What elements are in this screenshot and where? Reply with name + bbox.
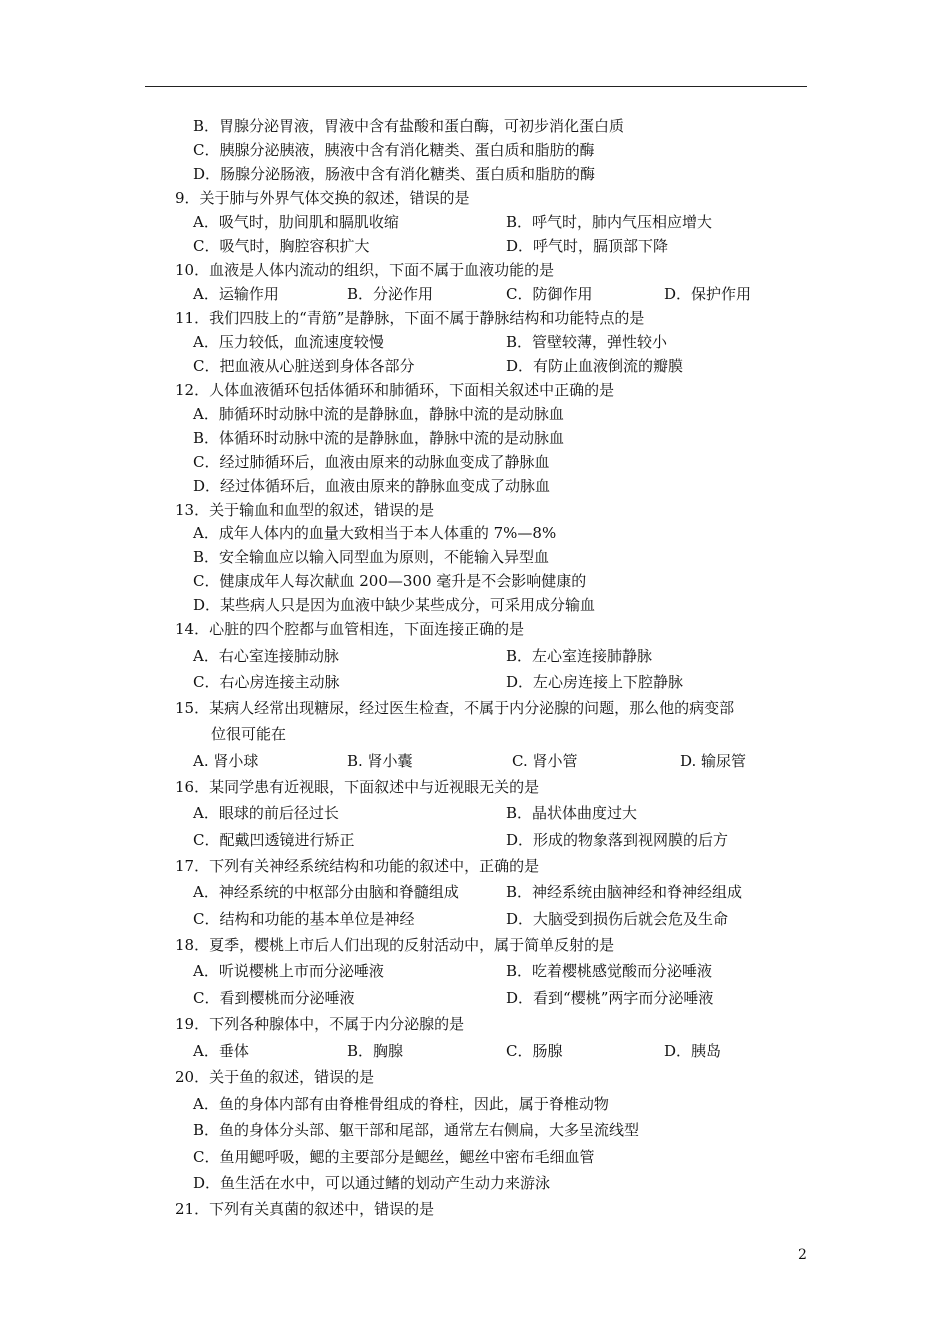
question-12: 12．人体血液循环包括体循环和肺循环，下面相关叙述中正确的是 [175,381,615,399]
q15-option-b: B. 肾小囊 [347,752,413,770]
q17-option-b: B．神经系统由脑神经和脊神经组成 [506,883,743,901]
q11-option-c: C．把血液从心脏送到身体各部分 [193,357,415,375]
q16-option-c: C．配戴凹透镜进行矫正 [193,831,355,849]
question-10: 10．血液是人体内流动的组织，下面不属于血液功能的是 [175,261,555,279]
q19-option-a: A．垂体 [193,1042,249,1060]
q16-option-d: D．形成的物象落到视网膜的后方 [506,831,729,849]
q13-option-c: C．健康成年人每次献血 200—300 毫升是不会影响健康的 [193,572,587,590]
q15-option-a: A. 肾小球 [193,752,259,770]
q10-option-b: B．分泌作用 [347,285,434,303]
q13-option-a: A．成年人体内的血量大致相当于本人体重的 7%—8% [193,524,557,542]
q12-option-b: B．体循环时动脉中流的是静脉血，静脉中流的是动脉血 [193,429,565,447]
q14-option-c: C．右心房连接主动脉 [193,673,340,691]
q15-option-d: D. 输尿管 [680,752,747,770]
q20-option-c: C．鱼用鳃呼吸，鳃的主要部分是鳃丝，鳃丝中密布毛细血管 [193,1148,595,1166]
q18-option-c: C．看到樱桃而分泌唾液 [193,989,355,1007]
q17-option-a: A．神经系统的中枢部分由脑和脊髓组成 [193,883,459,901]
q9-option-c: C．吸气时，胸腔容积扩大 [193,237,370,255]
question-17: 17．下列有关神经系统结构和功能的叙述中，正确的是 [175,857,540,875]
q12-option-a: A．肺循环时动脉中流的是静脉血，静脉中流的是动脉血 [193,405,564,423]
q12-option-c: C．经过肺循环后，血液由原来的动脉血变成了静脉血 [193,453,550,471]
q8-option-b: B．胃腺分泌胃液，胃液中含有盐酸和蛋白酶，可初步消化蛋白质 [193,117,625,135]
question-11: 11．我们四肢上的“青筋”是静脉，下面不属于静脉结构和功能特点的是 [175,309,645,327]
question-15: 15．某病人经常出现糖尿，经过医生检查，不属于内分泌腺的问题，那么他的病变部 [175,699,735,717]
q9-option-b: B．呼气时，肺内气压相应增大 [506,213,713,231]
question-14: 14．心脏的四个腔都与血管相连，下面连接正确的是 [175,620,525,638]
q16-option-b: B．晶状体曲度过大 [506,804,638,822]
header-rule [145,86,807,87]
q18-option-d: D．看到“樱桃”两字而分泌唾液 [506,989,714,1007]
q9-option-a: A．吸气时，肋间肌和膈肌收缩 [193,213,399,231]
page-number: 2 [798,1247,807,1263]
q14-option-a: A．右心室连接肺动脉 [193,647,339,665]
q9-option-d: D．呼气时，膈顶部下降 [506,237,669,255]
q8-option-c: C．胰腺分泌胰液，胰液中含有消化糖类、蛋白质和脂肪的酶 [193,141,595,159]
question-19: 19．下列各种腺体中，不属于内分泌腺的是 [175,1015,465,1033]
q19-option-b: B．胸腺 [347,1042,404,1060]
question-16: 16．某同学患有近视眼，下面叙述中与近视眼无关的是 [175,778,540,796]
question-21: 21．下列有关真菌的叙述中，错误的是 [175,1200,435,1218]
q14-option-d: D．左心房连接上下腔静脉 [506,673,684,691]
question-15-continued: 位很可能在 [211,725,287,743]
q13-option-b: B．安全输血应以输入同型血为原则，不能输入异型血 [193,548,550,566]
q10-option-d: D．保护作用 [664,285,752,303]
question-20: 20．关于鱼的叙述，错误的是 [175,1068,375,1086]
question-18: 18．夏季，樱桃上市后人们出现的反射活动中，属于简单反射的是 [175,936,615,954]
q20-option-b: B．鱼的身体分头部、躯干部和尾部，通常左右侧扁，大多呈流线型 [193,1121,640,1139]
q8-option-d: D．肠腺分泌肠液，肠液中含有消化糖类、蛋白质和脂肪的酶 [193,165,596,183]
q19-option-c: C．肠腺 [506,1042,563,1060]
q11-option-d: D．有防止血液倒流的瓣膜 [506,357,684,375]
q11-option-a: A．压力较低，血流速度较慢 [193,333,384,351]
q11-option-b: B．管壁较薄，弹性较小 [506,333,668,351]
q18-option-b: B．吃着樱桃感觉酸而分泌唾液 [506,962,713,980]
q10-option-c: C．防御作用 [506,285,593,303]
q17-option-d: D．大脑受到损伤后就会危及生命 [506,910,729,928]
q12-option-d: D．经过体循环后，血液由原来的静脉血变成了动脉血 [193,477,551,495]
q20-option-a: A．鱼的身体内部有由脊椎骨组成的脊柱，因此，属于脊椎动物 [193,1095,609,1113]
question-9: 9．关于肺与外界气体交换的叙述，错误的是 [175,189,470,207]
q19-option-d: D．胰岛 [664,1042,722,1060]
q20-option-d: D．鱼生活在水中，可以通过鳍的划动产生动力来游泳 [193,1174,551,1192]
q16-option-a: A．眼球的前后径过长 [193,804,339,822]
question-13: 13．关于输血和血型的叙述，错误的是 [175,501,435,519]
q13-option-d: D．某些病人只是因为血液中缺少某些成分，可采用成分输血 [193,596,596,614]
q18-option-a: A．听说樱桃上市而分泌唾液 [193,962,384,980]
q10-option-a: A．运输作用 [193,285,279,303]
q17-option-c: C．结构和功能的基本单位是神经 [193,910,415,928]
q15-option-c: C. 肾小管 [512,752,578,770]
q14-option-b: B．左心室连接肺静脉 [506,647,653,665]
